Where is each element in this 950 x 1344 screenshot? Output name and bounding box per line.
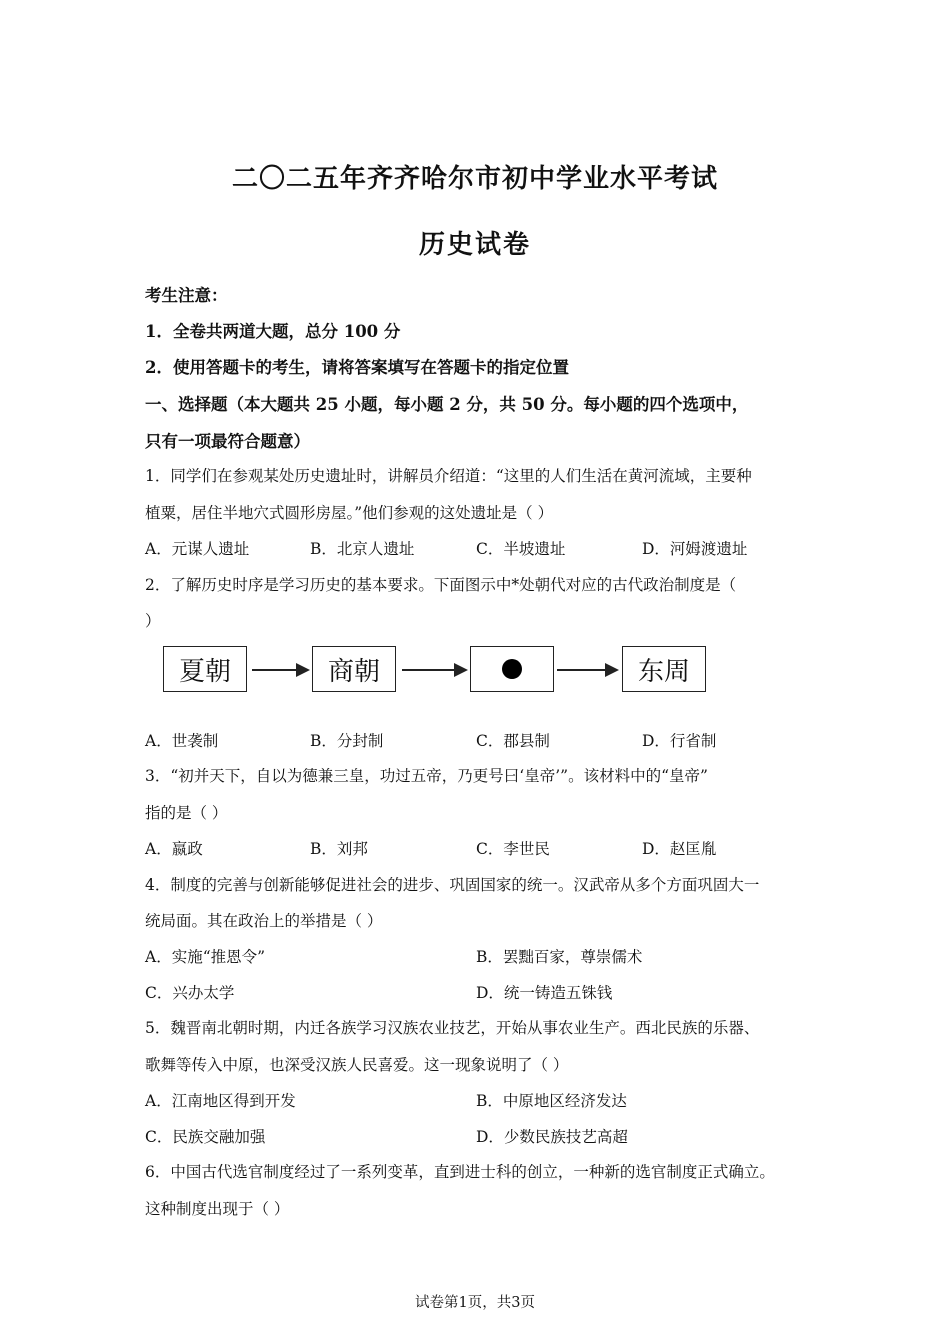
question-6-text-cont: 这种制度出现于（ ） xyxy=(145,1200,290,1218)
flow-box-label: 东周 xyxy=(637,656,690,687)
question-3-text-cont: 指的是（ ） xyxy=(145,804,228,822)
flow-box-label: 夏朝 xyxy=(178,656,231,687)
question-1-text-cont: 植粟，居住半地穴式圆形房屋。”他们参观的这处遗址是（ ） xyxy=(145,504,554,522)
option-b[interactable]: B．刘邦 xyxy=(310,840,368,858)
option-b[interactable]: B．罢黜百家，尊崇儒术 xyxy=(476,948,643,966)
flow-box-label: 商朝 xyxy=(327,656,380,687)
option-b[interactable]: B．中原地区经济发达 xyxy=(476,1092,627,1110)
question-1-text: 1．同学们在参观某处历史遗址时，讲解员介绍道：“这里的人们生活在黄河流域，主要种 xyxy=(145,467,752,485)
option-c[interactable]: C．民族交融加强 xyxy=(145,1128,266,1146)
question-5-text-cont: 歌舞等传入中原，也深受汉族人民喜爱。这一现象说明了（ ） xyxy=(145,1056,569,1074)
option-a[interactable]: A．江南地区得到开发 xyxy=(145,1092,296,1110)
notice-item: 1．全卷共两道大题，总分 100 分 xyxy=(145,322,401,341)
black-dot-icon xyxy=(502,659,522,679)
question-3-text: 3．“初并天下，自以为德兼三皇，功过五帝，乃更号曰‘皇帝’”。该材料中的“皇帝” xyxy=(145,767,708,785)
exam-title: 二〇二五年齐齐哈尔市初中学业水平考试 xyxy=(231,164,718,194)
notice-item: 2．使用答题卡的考生，请将答案填写在答题卡的指定位置 xyxy=(145,358,569,377)
option-c[interactable]: C．郡县制 xyxy=(476,732,550,750)
exam-subtitle: 历史试卷 xyxy=(418,230,531,260)
flow-arrow-icon xyxy=(557,663,619,677)
option-b[interactable]: B．分封制 xyxy=(310,732,384,750)
flow-box-dongzhou xyxy=(622,646,706,692)
section-heading-cont: 只有一项最符合题意） xyxy=(145,432,310,451)
option-a[interactable]: A．嬴政 xyxy=(145,840,203,858)
flow-box-xia xyxy=(163,646,247,692)
option-d[interactable]: D．赵匡胤 xyxy=(642,840,717,858)
flow-arrow-icon xyxy=(402,663,468,677)
option-a[interactable]: A．世袭制 xyxy=(145,732,219,750)
option-d[interactable]: D．少数民族技艺高超 xyxy=(476,1128,628,1146)
option-d[interactable]: D．统一铸造五铢钱 xyxy=(476,984,613,1002)
question-5-text: 5．魏晋南北朝时期，内迁各族学习汉族农业技艺，开始从事农业生产。西北民族的乐器、 xyxy=(145,1019,760,1037)
question-4-text: 4．制度的完善与创新能够促进社会的进步、巩固国家的统一。汉武帝从多个方面巩固大一 xyxy=(145,876,760,894)
notice-heading: 考生注意： xyxy=(145,286,228,305)
option-d[interactable]: D．行省制 xyxy=(642,732,717,750)
option-c[interactable]: C．兴办太学 xyxy=(145,984,235,1002)
flow-box-unknown xyxy=(470,646,554,692)
flow-box-shang xyxy=(312,646,396,692)
section-heading: 一、选择题（本大题共 25 小题，每小题 2 分，共 50 分。每小题的四个选项中， xyxy=(145,395,749,414)
question-6-text: 6．中国古代选官制度经过了一系列变革，直到进士科的创立，一种新的选官制度正式确立。 xyxy=(145,1163,775,1181)
flow-arrow-icon xyxy=(252,663,310,677)
option-c[interactable]: C．半坡遗址 xyxy=(476,540,566,558)
option-d[interactable]: D．河姆渡遗址 xyxy=(642,540,748,558)
question-2-text: 2．了解历史时序是学习历史的基本要求。下面图示中*处朝代对应的古代政治制度是（ xyxy=(145,576,737,594)
question-2-text-cont: ） xyxy=(145,612,161,630)
option-b[interactable]: B．北京人遗址 xyxy=(310,540,415,558)
page-footer: 试卷第1页，共3页 xyxy=(415,1295,535,1311)
option-c[interactable]: C．李世民 xyxy=(476,840,550,858)
option-a[interactable]: A．元谋人遗址 xyxy=(145,540,250,558)
option-a[interactable]: A．实施“推恩令” xyxy=(145,948,266,966)
question-4-text-cont: 统局面。其在政治上的举措是（ ） xyxy=(145,912,383,930)
